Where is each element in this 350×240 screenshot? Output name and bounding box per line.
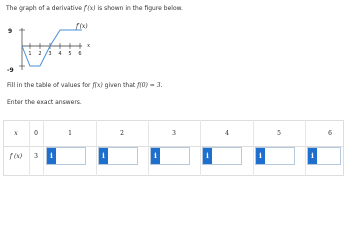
column-divider	[200, 120, 201, 176]
info-icon[interactable]: i	[256, 148, 265, 164]
prompt-math: f′(x)	[83, 5, 96, 12]
derivative-graph	[0, 22, 120, 74]
x-axis-label: x	[87, 43, 91, 49]
x-tick-label: 3	[48, 51, 52, 57]
instruction-prefix: Fill in the table of values for	[7, 82, 93, 89]
column-divider	[148, 120, 149, 176]
x-value: 1	[68, 130, 72, 137]
x-value: 2	[120, 130, 124, 137]
prompt-prefix: The graph of a derivative	[6, 5, 84, 12]
info-icon[interactable]: i	[99, 148, 108, 164]
x-value: 5	[277, 130, 281, 137]
y-bottom-label: -9	[7, 67, 14, 74]
x-tick-label: 4	[58, 51, 62, 57]
answer-input-2[interactable]	[98, 147, 138, 165]
x-value: 3	[172, 130, 176, 137]
answer-input-4[interactable]	[202, 147, 242, 165]
info-icon[interactable]: i	[308, 148, 317, 164]
y-top-label: 9	[8, 28, 13, 35]
table-header-x: x	[14, 130, 18, 137]
column-divider	[305, 120, 306, 176]
question-prompt	[6, 5, 183, 12]
x-value: 6	[328, 130, 332, 137]
info-icon[interactable]: i	[151, 148, 160, 164]
f-value-given: 3	[34, 153, 38, 160]
instruction-math2: f(0) = 3.	[137, 82, 163, 89]
column-divider	[29, 120, 30, 176]
enter-note: Enter the exact answers.	[7, 99, 82, 106]
x-tick-label: 1	[28, 51, 32, 57]
info-icon[interactable]: i	[203, 148, 212, 164]
instruction-math: f(x)	[92, 82, 103, 89]
x-tick-label: 2	[38, 51, 42, 57]
answer-input-3[interactable]	[150, 147, 190, 165]
x-value: 0	[34, 130, 38, 137]
x-tick-label: 6	[78, 51, 82, 57]
column-divider	[253, 120, 254, 176]
column-divider	[96, 120, 97, 176]
table-row-label: f (x)	[9, 153, 23, 160]
prompt-suffix: is shown in the figure below.	[95, 5, 183, 12]
derivative-curve	[22, 30, 82, 66]
x-tick-label: 5	[68, 51, 72, 57]
table-instruction	[7, 82, 162, 89]
x-value: 4	[225, 130, 229, 137]
column-divider	[43, 120, 44, 176]
info-icon[interactable]: i	[47, 148, 56, 164]
curve-label: f′(x)	[76, 23, 88, 30]
instruction-middle: given that	[102, 82, 138, 89]
answer-input-6[interactable]	[307, 147, 341, 165]
answer-input-5[interactable]	[255, 147, 295, 165]
answer-input-1[interactable]	[46, 147, 86, 165]
